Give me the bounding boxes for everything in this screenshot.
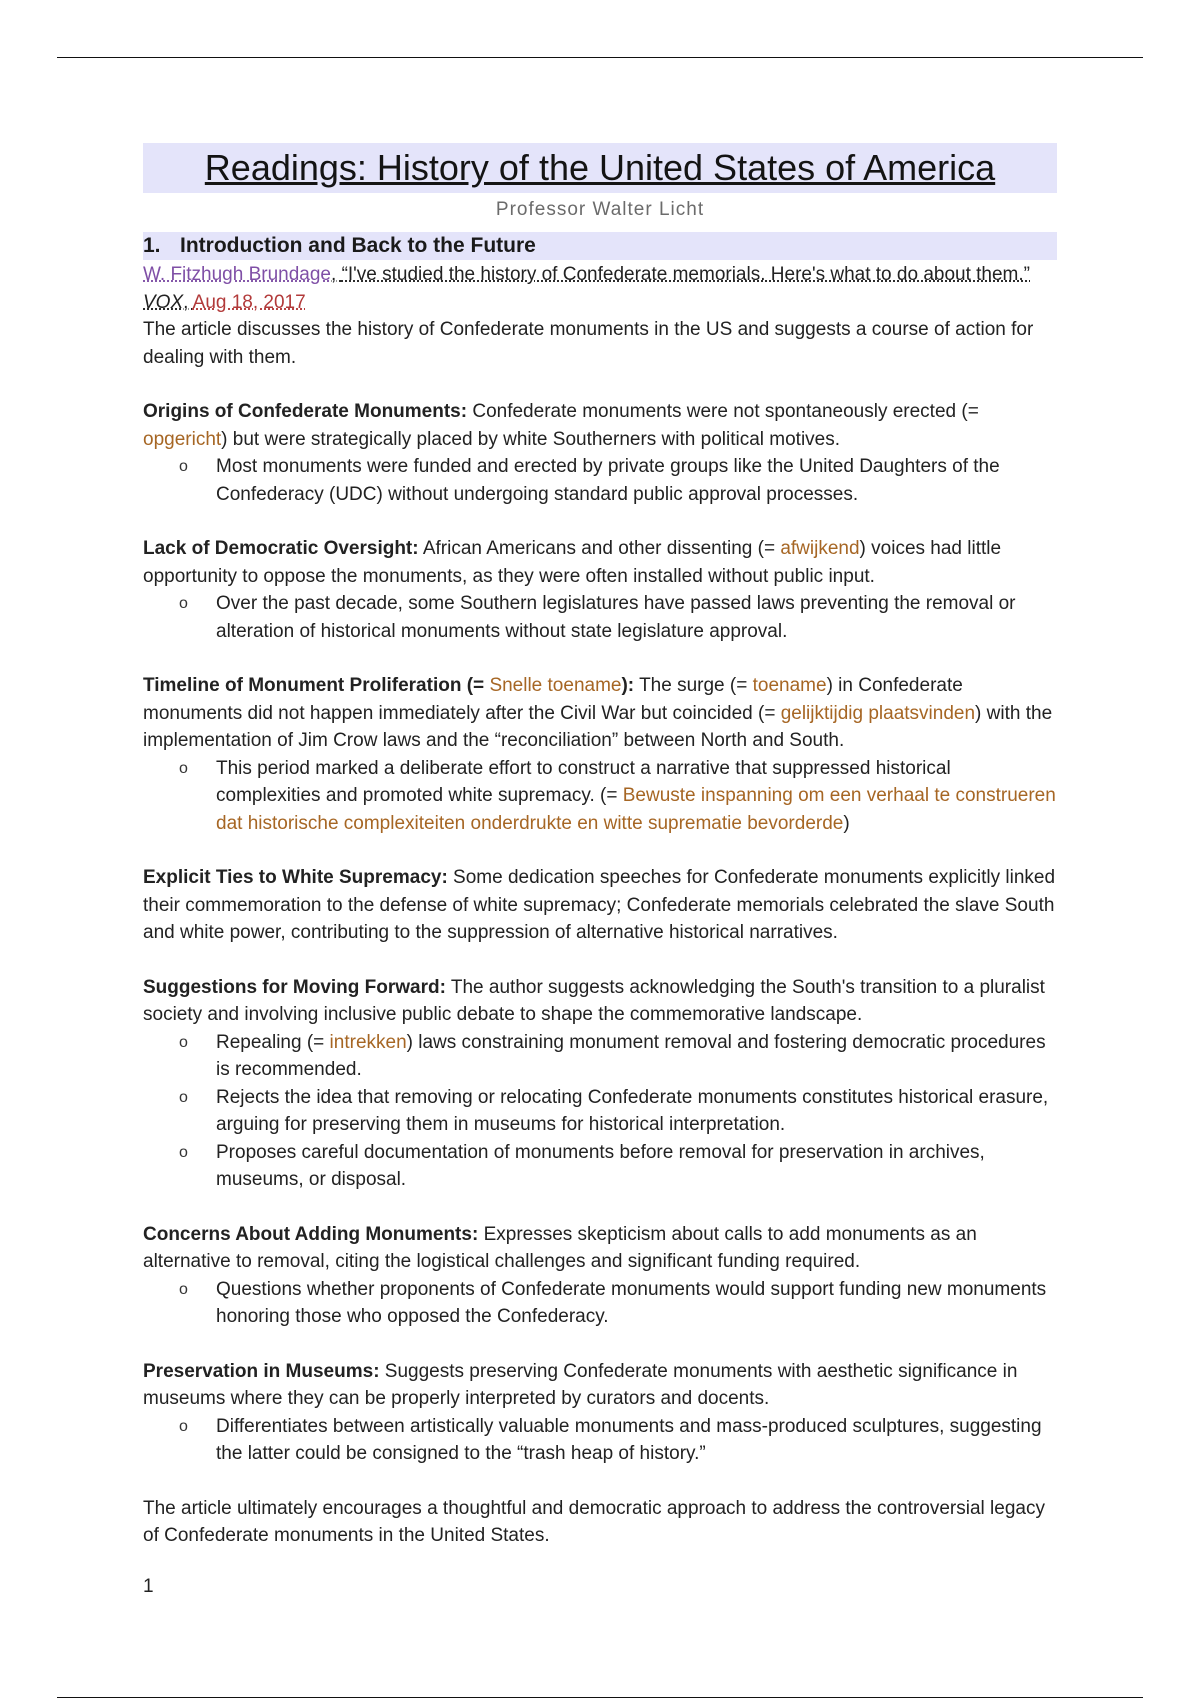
list-item-text-end: ) bbox=[843, 812, 850, 834]
block-oversight-text-2: ) voices had little opportunity to oppose the monuments, as they were often installed without public input. bbox=[143, 538, 1002, 587]
list-item bbox=[179, 453, 1057, 508]
citation-comma: , bbox=[183, 291, 193, 313]
citation-source: VOX bbox=[143, 291, 184, 313]
block-origins-lead: Origins of Confederate Monuments: bbox=[143, 401, 468, 422]
dutch-translation: toename bbox=[752, 675, 827, 696]
block-museums-text bbox=[143, 1358, 1057, 1413]
block-timeline-text bbox=[143, 672, 1057, 755]
block-origins-text bbox=[143, 398, 1057, 453]
block-timeline-text-3: ) with the implementation of Jim Crow laws and the “reconciliation” between North and South. bbox=[143, 702, 1053, 751]
dutch-translation: Snelle toename bbox=[489, 675, 622, 696]
list-item-text: Proposes careful documentation of monuments before removal for preservation in archives, museums, or disposal. bbox=[216, 1141, 985, 1190]
citation-sep: , bbox=[331, 264, 342, 285]
list-item-text-end: ) laws constraining monument removal and fostering democratic procedures is recommended. bbox=[216, 1031, 1046, 1080]
dutch-translation: Bewuste inspanning om een verhaal te construeren dat historische complexiteiten onderdrukte en witte suprematie bevorderde bbox=[216, 785, 1056, 834]
block-origins-list bbox=[143, 453, 1057, 508]
conclusion bbox=[143, 1495, 1057, 1550]
block-ties-text-1: Some dedication speeches for Confederate monuments explicitly linked their commemoration to the defense of white supremacy; Confederate memorials celebrated the slave South and white power, contributing to the suppression of alternative historical narratives. bbox=[143, 867, 1056, 943]
document-body bbox=[143, 143, 1057, 1598]
block-ties bbox=[143, 864, 1057, 947]
title-banner bbox=[143, 143, 1057, 193]
bullet-icon: o bbox=[179, 1088, 188, 1106]
bullet-icon: o bbox=[179, 759, 188, 777]
list-item bbox=[179, 1413, 1057, 1468]
bullet-icon: o bbox=[179, 1143, 188, 1161]
header-rule bbox=[57, 57, 1143, 58]
list-item-text: Over the past decade, some Southern legislatures have passed laws preventing the removal or alteration of historical monuments without state legislature approval. bbox=[216, 593, 1016, 642]
block-oversight-text-1: African Americans and other dissenting (= bbox=[418, 538, 781, 559]
block-oversight-list bbox=[143, 590, 1057, 645]
conclusion-text: The article ultimately encourages a thoughtful and democratic approach to address the controversial legacy of Confederate monuments in the United States. bbox=[143, 1497, 1045, 1546]
article-summary: The article discusses the history of Confederate monuments in the US and suggests a course of action for dealing with them. bbox=[143, 319, 1034, 368]
block-timeline bbox=[143, 672, 1057, 837]
document-author: Professor Walter Licht bbox=[495, 199, 705, 220]
block-concerns-lead: Concerns About Adding Monuments: bbox=[143, 1223, 479, 1245]
bullet-icon: o bbox=[179, 458, 188, 475]
page-number: 1 bbox=[143, 1575, 154, 1597]
block-oversight-lead: Lack of Democratic Oversight: bbox=[143, 538, 419, 559]
block-museums-lead: Preservation in Museums: bbox=[143, 1360, 380, 1382]
block-oversight-text bbox=[143, 535, 1057, 590]
block-oversight bbox=[143, 535, 1057, 645]
dutch-translation: gelijktijdig plaatsvinden bbox=[780, 702, 976, 724]
block-concerns-list bbox=[143, 1276, 1057, 1331]
block-timeline-lead bbox=[143, 675, 634, 696]
list-item-text: Rejects the idea that removing or relocating Confederate monuments constitutes historical erasure, arguing for preserving them in museums for historical interpretation. bbox=[216, 1086, 1049, 1135]
section-title: Introduction and Back to the Future bbox=[180, 234, 536, 257]
list-item bbox=[179, 1139, 1057, 1194]
citation bbox=[143, 261, 1057, 316]
bullet-icon: o bbox=[179, 595, 188, 612]
block-suggestions-text-1: The author suggests acknowledging the South's transition to a pluralist society and involving inclusive public debate to shape the commemorative landscape. bbox=[143, 976, 1045, 1025]
bullet-icon: o bbox=[179, 1417, 188, 1435]
list-item-text: This period marked a deliberate effort to construct a narrative that suppressed historical complexities and promoted white supremacy. (= bbox=[216, 757, 951, 806]
block-concerns bbox=[143, 1221, 1057, 1331]
dutch-translation: afwijkend bbox=[780, 538, 860, 559]
block-origins-text-1: Confederate monuments were not spontaneously erected (= bbox=[467, 401, 979, 422]
block-ties-text bbox=[143, 864, 1057, 947]
list-item bbox=[179, 1084, 1057, 1139]
block-timeline-list bbox=[143, 755, 1057, 838]
section-number: 1. bbox=[143, 234, 161, 257]
list-item bbox=[179, 1029, 1057, 1084]
bullet-icon: o bbox=[179, 1280, 188, 1298]
block-origins-text-2: ) but were strategically placed by white Southerners with political motives. bbox=[221, 428, 841, 450]
block-timeline-lead-1: Timeline of Monument Proliferation (= bbox=[143, 675, 490, 696]
dutch-translation: opgericht bbox=[143, 428, 222, 450]
list-item-text: Most monuments were funded and erected by private groups like the United Daughters of the Confederacy (UDC) without undergoing standard public approval processes. bbox=[216, 456, 1000, 505]
list-item bbox=[179, 590, 1057, 645]
block-ties-lead: Explicit Ties to White Supremacy: bbox=[143, 867, 448, 888]
document-title: Readings: History of the United States of America bbox=[204, 147, 996, 188]
dutch-translation: intrekken bbox=[329, 1031, 407, 1053]
list-item-text: Repealing (= bbox=[216, 1031, 330, 1053]
footer-rule bbox=[57, 1697, 1143, 1698]
block-origins bbox=[143, 398, 1057, 508]
block-timeline-text-1: The surge (= bbox=[634, 675, 753, 696]
section-heading bbox=[143, 232, 1057, 260]
block-museums-list bbox=[143, 1413, 1057, 1468]
citation-author-link[interactable]: W. Fitzhugh Brundage bbox=[143, 264, 331, 285]
block-concerns-text bbox=[143, 1221, 1057, 1276]
list-item-text: Differentiates between artistically valuable monuments and mass-produced sculptures, suggesting the latter could be consigned to the “trash heap of history.” bbox=[216, 1415, 1042, 1464]
list-item-text: Questions whether proponents of Confederate monuments would support funding new monuments honoring those who opposed the Confederacy. bbox=[216, 1278, 1047, 1327]
list-item bbox=[179, 755, 1057, 838]
bullet-icon: o bbox=[179, 1033, 188, 1051]
citation-title-link[interactable]: “I've studied the history of Confederate memorials. Here's what to do about them.” bbox=[341, 264, 1030, 285]
block-museums-text-1: Suggests preserving Confederate monuments with aesthetic significance in museums where they can be properly interpreted by curators and docents. bbox=[143, 1360, 1018, 1409]
block-timeline-lead-2: ): bbox=[621, 675, 635, 696]
block-concerns-text-1: Expresses skepticism about calls to add monuments as an alternative to removal, citing the logistical challenges and significant funding required. bbox=[143, 1223, 977, 1272]
block-suggestions-text bbox=[143, 974, 1057, 1029]
block-suggestions bbox=[143, 974, 1057, 1194]
block-suggestions-list bbox=[143, 1029, 1057, 1194]
citation-date: Aug 18, 2017 bbox=[192, 291, 306, 313]
block-museums bbox=[143, 1358, 1057, 1468]
list-item bbox=[179, 1276, 1057, 1331]
block-timeline-text-2: ) in Confederate monuments did not happen immediately after the Civil War but coincided (= bbox=[143, 675, 963, 724]
block-suggestions-lead: Suggestions for Moving Forward: bbox=[143, 976, 446, 998]
